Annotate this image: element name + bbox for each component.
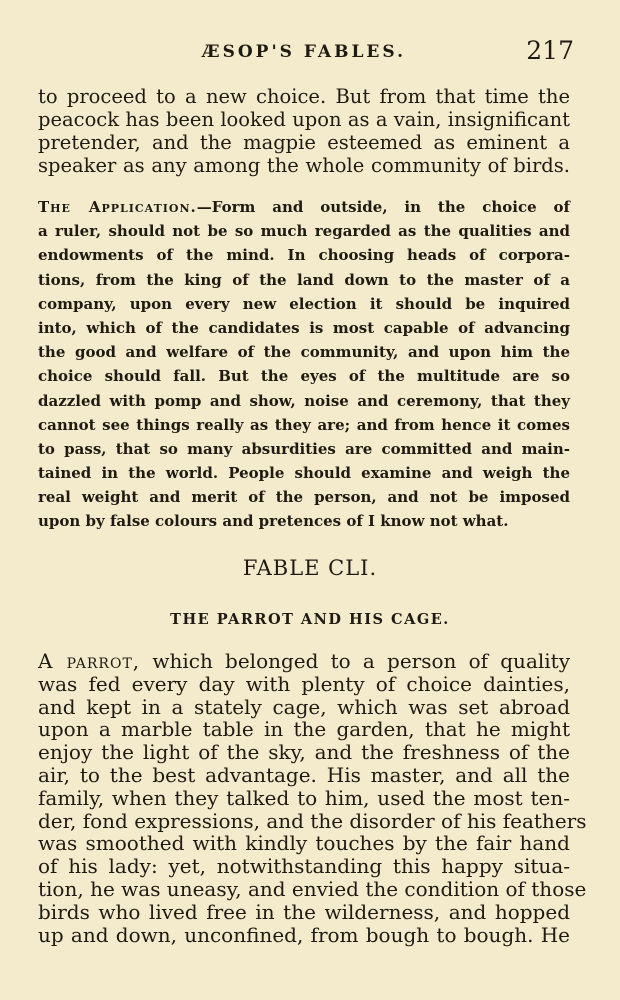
text-line: choice should fall. But the eyes of the multitude are so: [38, 367, 570, 386]
text-line: tion, he was uneasy, and envied the condition of those: [38, 876, 587, 901]
text-line: endowments of the mind. In choosing heads of corpora-: [38, 246, 570, 265]
text-line: air, to the best advantage. His master, and all the: [38, 762, 570, 787]
text-line: was smoothed with kindly touches by the fair hand: [38, 831, 570, 856]
text-line: the good and welfare of the community, and upon him the: [38, 343, 570, 362]
text-line: to proceed to a new choice. But from that time the: [38, 85, 570, 108]
text-line: upon by false colours and pretences of I know not what.: [38, 512, 509, 531]
text-line: tions, from the king of the land down to the master of a: [38, 270, 570, 289]
fable-number-heading: FABLE CLI.: [242, 556, 378, 580]
text-line: tained in the world. People should examine and weigh the: [38, 464, 570, 483]
text-line: birds who lived free in the wilderness, and hopped: [38, 899, 570, 924]
text-line: [38, 195, 570, 219]
page-header: [34, 36, 574, 70]
application-label: The Application.: [38, 198, 197, 216]
text-line: family, when they talked to him, used the most ten-: [38, 785, 570, 810]
fable-paragraph: [38, 649, 587, 947]
text-line: enjoy the light of the sky, and the freshness of the: [38, 740, 570, 765]
closing-paragraph: [38, 85, 570, 177]
page-number: 217: [526, 36, 574, 65]
fable-first-line: which belonged to a person of quality: [140, 649, 570, 673]
application-first-line: —Form and outside, in the choice of: [196, 198, 570, 216]
fable-title-heading: THE PARROT AND HIS CAGE.: [170, 611, 450, 628]
text-line: cannot see things really as they are; and from hence it comes: [38, 415, 570, 434]
text-line: and kept in a stately cage, which was set abroad: [38, 694, 570, 719]
text-line: real weight and merit of the person, and not be imposed: [38, 488, 570, 507]
application-paragraph: [38, 195, 570, 534]
running-title: ÆSOP'S FABLES.: [202, 42, 406, 62]
text-line: of his lady: yet, notwithstanding this happy situa-: [38, 854, 570, 879]
text-line: to pass, that so many absurdities are committed and main-: [38, 439, 570, 458]
text-line: peacock has been looked upon as a vain, insignificant: [38, 108, 570, 131]
text-line: up and down, unconfined, from bough to bough. He: [38, 922, 570, 947]
text-line: into, which of the candidates is most capable of advancing: [38, 318, 570, 337]
fable-opening-word: A parrot,: [38, 649, 141, 673]
text-line: [38, 650, 570, 673]
text-line: upon a marble table in the garden, that he might: [38, 717, 570, 742]
text-line: dazzled with pomp and show, noise and ceremony, that they: [38, 391, 570, 410]
text-line: a ruler, should not be so much regarded as the qualities and: [38, 222, 570, 241]
text-line: der, fond expressions, and the disorder of his feathers: [38, 808, 587, 833]
text-line: speaker as any among the whole community of birds.: [38, 154, 570, 177]
text-line: was fed every day with plenty of choice dainties,: [38, 671, 570, 696]
text-line: pretender, and the magpie esteemed as eminent a: [38, 131, 570, 154]
text-line: company, upon every new election it should be inquired: [38, 294, 570, 313]
